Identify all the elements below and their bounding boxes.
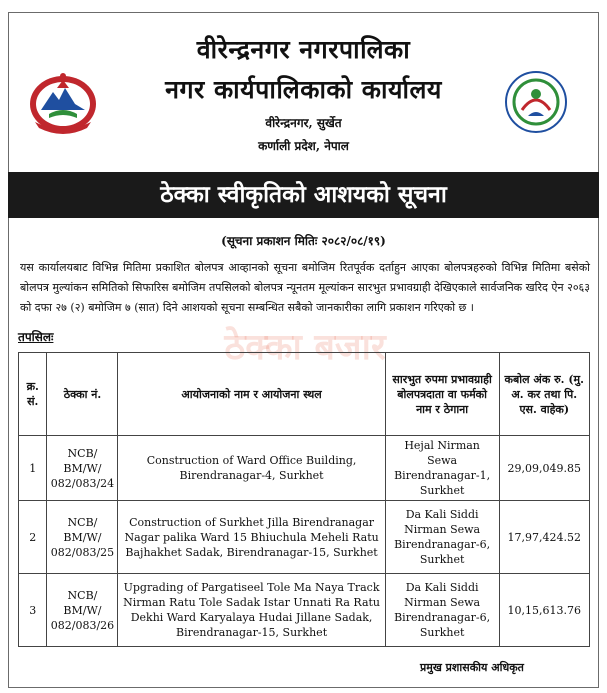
publication-date: (सूचना प्रकाशन मितिः २०८२/०८/१९) [221, 234, 386, 248]
notice-title-banner: ठेक्का स्वीकृतिको आशयको सूचना [8, 172, 599, 218]
table-row [19, 436, 590, 501]
cell-amount: 10,15,613.76 [499, 574, 589, 647]
cell-project: Construction of Surkhet Jilla Birendranagar Nagar palika Ward 15 Bhiuchula Meheli Ratu Bajhakhet Sadak, Birendranagar-15, Surkhet [118, 501, 385, 574]
cell-bidder: Hejal Nirman Sewa Birendranagar-1, Surkhet [385, 436, 499, 501]
table-label: तपसिलः [18, 330, 54, 344]
municipality-logo-icon [504, 70, 568, 134]
cell-sn: 1 [19, 436, 47, 501]
cell-sn: 3 [19, 574, 47, 647]
cell-bidder: Da Kali Siddi Nirman Sewa Birendranagar-6, Surkhet [385, 574, 499, 647]
cell-amount: 29,09,049.85 [499, 436, 589, 501]
table-header-row [19, 353, 590, 436]
cell-contract-no: NCB/ BM/W/ 082/083/26 [47, 574, 118, 647]
location-line-2: कर्णाली प्रदेश, नेपाल [258, 139, 349, 153]
table-row [19, 501, 590, 574]
office-name: नगर कार्यपालिकाको कार्यालय [165, 75, 442, 104]
watermark-logo: ठेक्का बजार [224, 327, 386, 368]
table-row [19, 574, 590, 647]
header-bidder: सारभुत रुपमा प्रभावग्राही बोलपत्रदाता वा फर्मको नाम र ठेगाना [385, 353, 499, 436]
notice-paragraph: यस कार्यालयबाट विभिन्न मितिमा प्रकाशित बोलपत्र आव्हानको सूचना बमोजिम रितपूर्वक दर्ताहुन आएका बोलपत्रहरुको विभिन्न मितिमा बसेको बोलपत्र मुल्यांकन समितिको सिफारिस बमोजिम तपसिलको बोलपत्र न्यूनतम मूल्यांकन सारभुत प्रभावग्राही देखिएकाले सार्वजनिक खरिद ऐन २०६३ को दफा २७ (२) बमोजिम ७ (सात) दिने आशयको सूचना सम्बन्धित सबैको जानकारीका लागि प्रकाशन गरिएको छ । [20, 261, 590, 314]
cell-contract-no: NCB/ BM/W/ 082/083/25 [47, 501, 118, 574]
cell-project: Upgrading of Pargatiseel Tole Ma Naya Track Nirman Ratu Tole Sadak Istar Unnati Ra Ratu Dekhi Ward Karyalaya Hudai Jillane Sadak, Birendranagar-15, Surkhet [118, 574, 385, 647]
header-contract-no: ठेक्का नं. [47, 353, 118, 436]
cell-project: Construction of Ward Office Building, Birendranagar-4, Surkhet [118, 436, 385, 501]
cell-sn: 2 [19, 501, 47, 574]
contract-table [18, 352, 590, 647]
header-amount: कबोल अंक रु. (मु. अ. कर तथा पि. एस. वाहेक) [499, 353, 589, 436]
header [0, 0, 607, 170]
header-project: आयोजनाको नाम र आयोजना स्थल [118, 353, 385, 436]
cell-bidder: Da Kali Siddi Nirman Sewa Birendranagar-6, Surkhet [385, 501, 499, 574]
cell-contract-no: NCB/ BM/W/ 082/083/24 [47, 436, 118, 501]
signatory: प्रमुख प्रशासकीय अधिकृत [420, 661, 524, 674]
location-line-1: वीरेन्द्रनगर, सुर्खेत [265, 116, 342, 130]
header-sn: क्र. सं. [19, 353, 47, 436]
org-name: वीरेन्द्रनगर नगरपालिका [196, 35, 411, 64]
cell-amount: 17,97,424.52 [499, 501, 589, 574]
